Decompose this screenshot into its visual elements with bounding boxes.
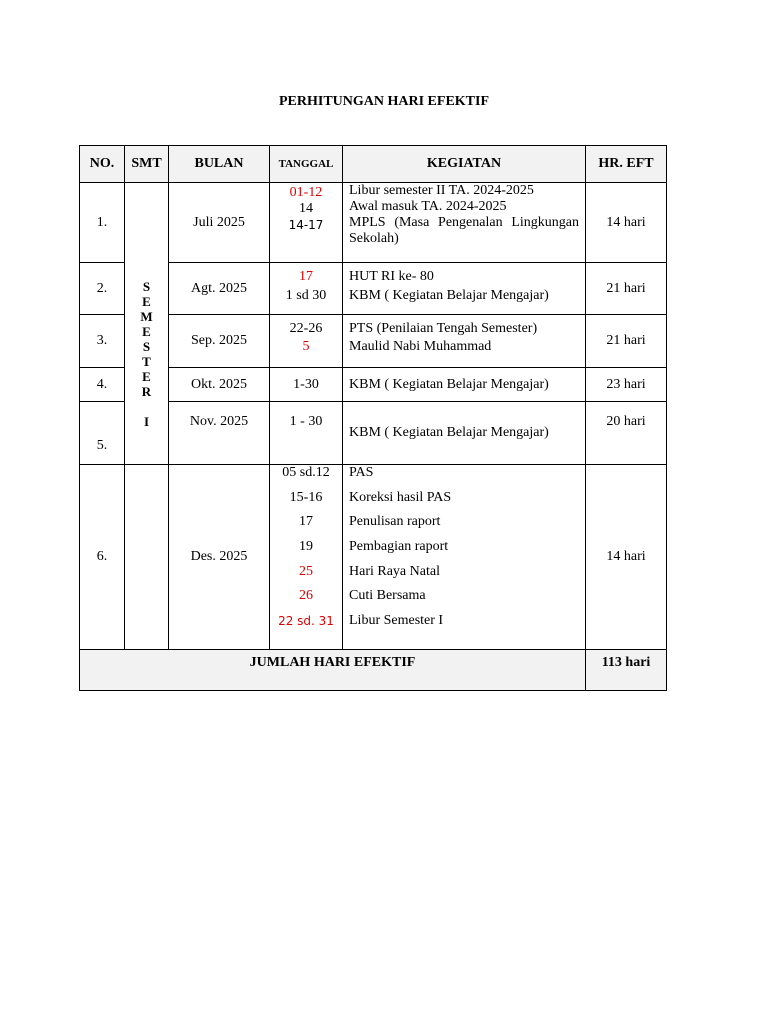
row-tanggal — [270, 465, 343, 650]
tanggal-value: 1 sd 30 — [285, 288, 327, 303]
row-hr-eft: 23 hari — [586, 368, 667, 402]
table-row — [80, 183, 667, 263]
tanggal-value: 25 — [299, 563, 313, 579]
kegiatan-item: Maulid Nabi Muhammad — [349, 339, 492, 354]
kegiatan-item: KBM ( Kegiatan Belajar Mengajar) — [349, 376, 549, 392]
row-bulan: Okt. 2025 — [169, 368, 270, 402]
total-row — [80, 650, 667, 691]
row-tanggal — [270, 368, 343, 402]
row-hr-eft: 14 hari — [586, 183, 667, 263]
kegiatan-item: Libur semester II TA. 2024-2025 — [349, 183, 534, 198]
tanggal-value: 17 — [299, 269, 313, 284]
kegiatan-item: Awal masuk TA. 2024-2025 — [349, 199, 507, 214]
tanggal-value: 26 — [299, 588, 313, 604]
row-kegiatan — [343, 263, 586, 315]
row-bulan: Juli 2025 — [169, 183, 270, 263]
row-hr-eft: 20 hari — [586, 402, 667, 465]
table-row — [80, 315, 667, 368]
semester-letter: S — [142, 338, 151, 354]
page-title: PERHITUNGAN HARI EFEKTIF — [278, 94, 490, 109]
semester-letter: E — [142, 323, 151, 339]
kegiatan-item: Cuti Bersama — [349, 588, 426, 604]
header-kegiatan: KEGIATAN — [343, 146, 586, 183]
kegiatan-item: Koreksi hasil PAS — [349, 489, 452, 505]
header-hr-eft: HR. EFT — [586, 146, 667, 183]
row-tanggal — [270, 183, 343, 263]
total-value: 113 hari — [586, 650, 667, 691]
row-hr-eft: 21 hari — [586, 263, 667, 315]
row-no: 1. — [80, 183, 125, 263]
tanggal-value: 14 — [299, 201, 313, 216]
row-no: 3. — [80, 315, 125, 368]
tanggal-value: 05 sd.12 — [282, 465, 330, 480]
semester-letter: E — [142, 368, 151, 384]
row-kegiatan — [343, 402, 586, 465]
header-no: NO. — [80, 146, 125, 183]
kegiatan-item: Penulisan raport — [349, 514, 441, 530]
row-tanggal — [270, 402, 343, 465]
table-row — [80, 368, 667, 402]
row-tanggal — [270, 315, 343, 368]
header-tanggal: TANGGAL — [270, 146, 343, 183]
semester-letter: T — [142, 353, 151, 369]
row-hr-eft: 21 hari — [586, 315, 667, 368]
row-no: 5. — [80, 402, 125, 465]
semester-cell-cont — [125, 465, 169, 650]
row-no: 2. — [80, 263, 125, 315]
table-row — [80, 465, 667, 650]
kegiatan-item: PAS — [349, 465, 374, 480]
kegiatan-item: PTS (Penilaian Tengah Semester) — [349, 321, 538, 336]
row-bulan: Agt. 2025 — [169, 263, 270, 315]
row-no: 4. — [80, 368, 125, 402]
tanggal-value: 14-17 — [288, 218, 324, 232]
semester-letter: S — [142, 278, 151, 294]
semester-letter: E — [142, 293, 151, 309]
total-label: JUMLAH HARI EFEKTIF — [80, 650, 586, 691]
table-row — [80, 263, 667, 315]
effective-days-table — [79, 145, 667, 691]
semester-letter: R — [141, 383, 152, 399]
row-bulan: Nov. 2025 — [169, 402, 270, 465]
kegiatan-item: KBM ( Kegiatan Belajar Mengajar) — [349, 288, 549, 303]
row-bulan: Des. 2025 — [169, 465, 270, 650]
row-kegiatan — [343, 368, 586, 402]
semester-cell — [125, 183, 169, 465]
tanggal-value: 1-30 — [293, 376, 319, 392]
tanggal-value: 19 — [299, 539, 313, 555]
kegiatan-item: Libur Semester I — [349, 613, 444, 629]
kegiatan-item: Hari Raya Natal — [349, 563, 440, 579]
semester-letter — [140, 399, 152, 414]
row-kegiatan — [343, 465, 586, 650]
tanggal-value: 01-12 — [289, 185, 323, 200]
header-smt: SMT — [125, 146, 169, 183]
table-header-row — [80, 146, 667, 183]
row-tanggal — [270, 263, 343, 315]
semester-letter: I — [143, 413, 150, 429]
table-row — [80, 402, 667, 465]
tanggal-value: 22-26 — [289, 321, 323, 336]
semester-letter: M — [140, 308, 153, 324]
kegiatan-item: Pembagian raport — [349, 539, 449, 555]
row-hr-eft: 14 hari — [586, 465, 667, 650]
row-no: 6. — [80, 465, 125, 650]
semester-label — [140, 279, 152, 429]
tanggal-value: 15-16 — [289, 489, 323, 505]
tanggal-value: 5 — [302, 339, 310, 354]
row-bulan: Sep. 2025 — [169, 315, 270, 368]
tanggal-value: 1 - 30 — [289, 414, 323, 429]
row-kegiatan — [343, 183, 586, 263]
header-bulan: BULAN — [169, 146, 270, 183]
kegiatan-item: KBM ( Kegiatan Belajar Mengajar) — [349, 425, 549, 440]
kegiatan-item: HUT RI ke- 80 — [349, 269, 434, 284]
tanggal-value: 17 — [299, 514, 313, 530]
kegiatan-item: MPLS (Masa Pengenalan Lingkungan Sekolah) — [349, 215, 579, 246]
tanggal-value: 22 sd. 31 — [278, 614, 334, 629]
row-kegiatan — [343, 315, 586, 368]
